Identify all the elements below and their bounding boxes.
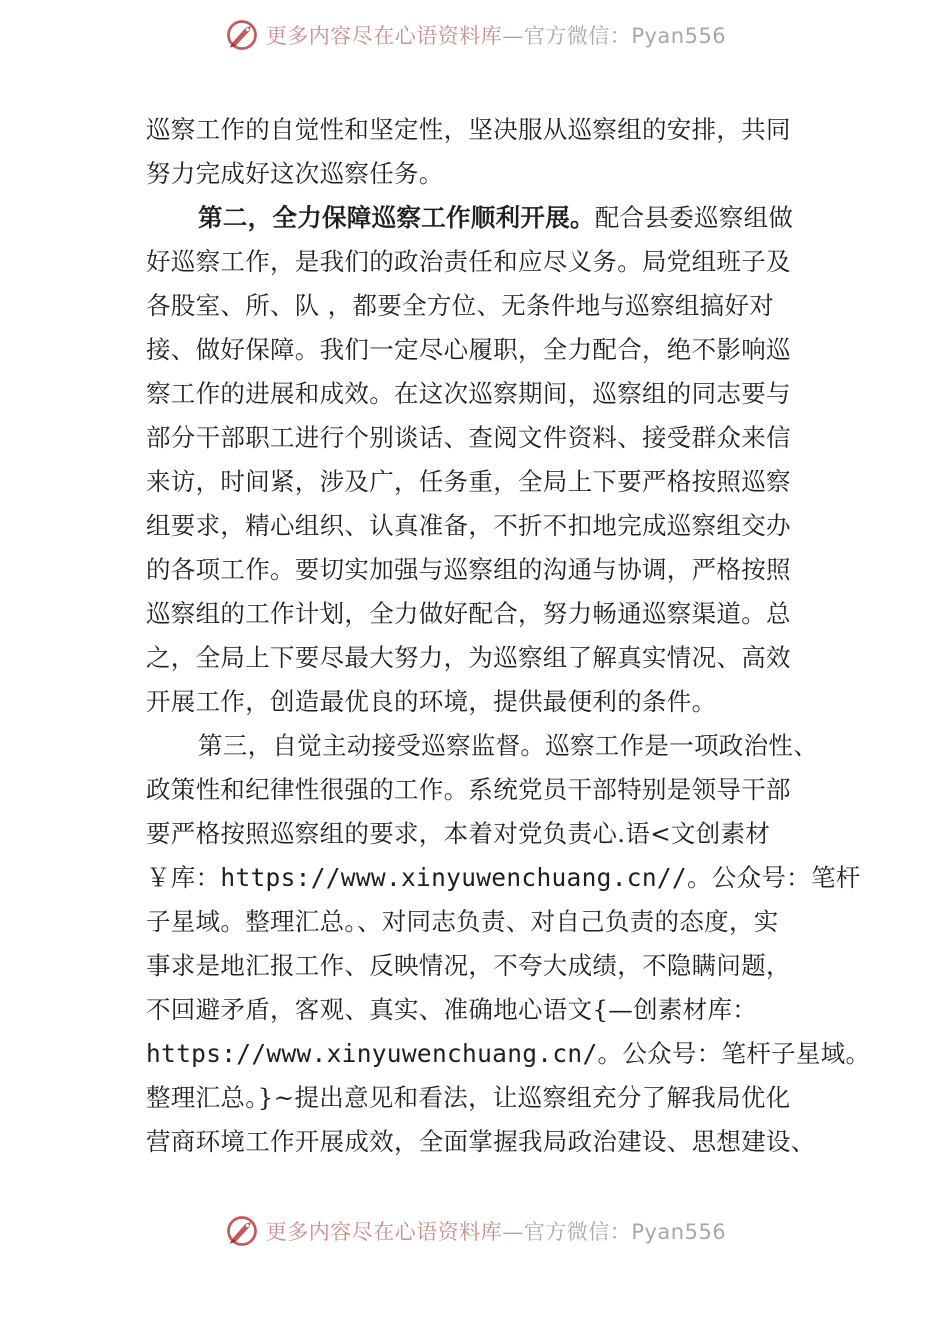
text-line: 各股室、所、队 ，都要全方位、无条件地与巡察组搞好对 [146,291,775,320]
footer-banner-main: 更多内容尽在心语资料库 [265,1220,503,1244]
text-span: ￥库： [146,863,221,892]
text-line-with-url [146,1032,871,1076]
text-line: 要严格按照巡察组的要求，本着对党负责心.语<文创素材 [146,819,771,848]
header-banner-inner [224,17,726,53]
text-line: 整理汇总。}~提出意见和看法，让巡察组充分了解我局优化 [146,1083,791,1112]
header-banner [0,10,950,60]
header-banner-main: 更多内容尽在心语资料库 [265,24,503,48]
text-line-with-url [146,856,861,900]
text-line: 政策性和纪律性很强的工作。系统党员干部特别是领导干部 [146,775,791,804]
header-banner-text [266,20,726,50]
paragraph-2-first-line [146,196,826,240]
website-url: https://www.xinyuwenchuang.cn/ [146,1039,598,1068]
text-line: 好巡察工作，是我们的政治责任和应尽义务。局党组班子及 [146,247,791,276]
text-line: 巡察组的工作计划，全力做好配合，努力畅通巡察渠道。总 [146,599,791,628]
pen-nib-logo-icon [224,17,260,53]
text-line: 巡察工作的自觉性和坚定性，坚决服从巡察组的安排，共同 [146,115,791,144]
text-span: 配合县委巡察组做 [594,203,794,232]
document-body [146,108,871,1164]
pen-nib-logo-icon [224,1213,260,1249]
text-line: 开展工作，创造最优良的环境，提供最便利的条件。 [146,687,717,716]
text-line: 的各项工作。要切实加强与巡察组的沟通与协调，严格按照 [146,555,791,584]
text-line: 察工作的进展和成效。在这次巡察期间，巡察组的同志要与 [146,379,791,408]
footer-wechat-label: 官方微信： [523,1220,632,1244]
text-line: 之，全局上下要尽最大努力，为巡察组了解真实情况、高效 [146,643,791,672]
header-wechat-label: 官方微信： [523,24,632,48]
text-line: 接、做好保障。我们一定尽心履职，全力配合，绝不影响巡 [146,335,791,364]
footer-wechat-id: Pyan556 [631,1220,727,1244]
text-line: 组要求，精心组织、认真准备，不折不扣地完成巡察组交办 [146,511,791,540]
text-line: 不回避矛盾，客观、真实、准确地心语文{—创素材库： [146,995,758,1024]
text-span: 。公众号：笔杆 [686,863,861,892]
text-line: 子星域。整理汇总。、对同志负责、对自己负责的态度，实 [146,907,779,936]
paragraph-3-first-line: 第三，自觉主动接受巡察监督。巡察工作是一项政治性、 [198,731,818,760]
text-line: 营商环境工作开展成效，全面掌握我局政治建设、思想建设、 [146,1127,816,1156]
header-banner-dash: — [502,24,524,48]
website-url: https://www.xinyuwenchuang.cn// [220,863,687,892]
text-line: 事求是地汇报工作、反映情况，不夸大成绩，不隐瞒问题， [146,951,791,980]
footer-banner [0,1206,950,1256]
header-wechat-id: Pyan556 [631,24,727,48]
text-span: 。公众号：笔杆子星域。 [597,1039,871,1068]
footer-banner-inner [224,1213,726,1249]
footer-banner-text [266,1216,726,1246]
text-line: 努力完成好这次巡察任务。 [146,159,444,188]
section-heading-2: 第二，全力保障巡察工作顺利开展。 [198,203,595,232]
text-line: 来访，时间紧，涉及广，任务重，全局上下要严格按照巡察 [146,467,791,496]
text-line: 部分干部职工进行个别谈话、查阅文件资料、接受群众来信 [146,423,791,452]
footer-banner-dash: — [502,1220,524,1244]
